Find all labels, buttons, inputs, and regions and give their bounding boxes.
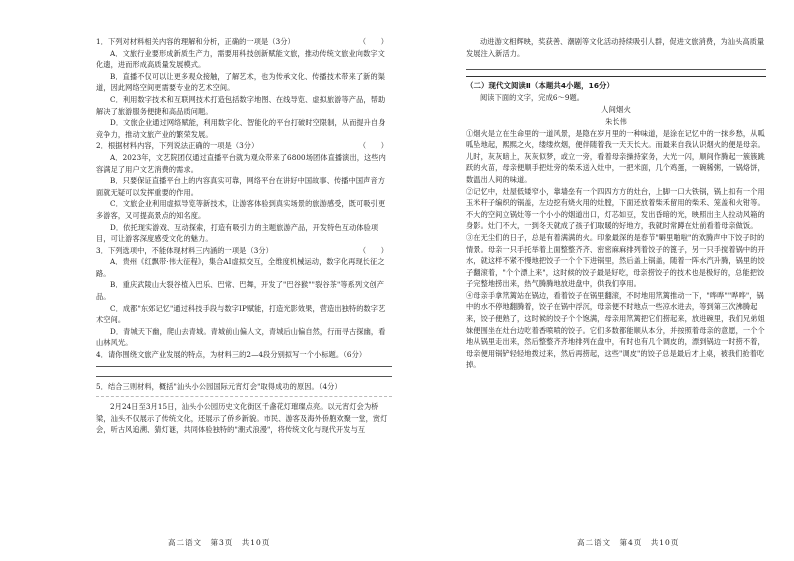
- question-stem: 2．根据材料内容，下列说法正确的一项是（3分）: [96, 141, 259, 151]
- question-4: [96, 349, 392, 367]
- option-b: B．只要保证直播平台上的内容真实可靠，网络平台在讲好中国故事、传播中国声音方面就无疑可以发挥重要的作用。: [96, 176, 386, 197]
- section-instruction: 阅读下面的文字，完成6～9题。: [480, 92, 585, 102]
- answer-paren: （ ）: [358, 141, 388, 151]
- option-b: B．直播不仅可以让更多观众接触，了解艺术，也为传承文化、传播技术带来了新的渠道，因此网络空间更需要专业的艺术空间。: [96, 71, 386, 93]
- option-a: A．2023年，文艺院团仅通过直播平台就为观众带来了6800场团体直播演出，这些内容满足了用户文艺消费的需求。: [96, 152, 386, 174]
- material-text: 2月24日至3月15日，汕头小公园历史文化街区千盏花灯璀璨点亮。以元宵灯会为桥梁，汕头不仅展示了传统文化，还展示了侨乡新貌。市民、游客及海外侨胞欢聚一堂，赏灯会，听古风追溯、猜灯谜，共同体验独特的"潮式浪漫"，将传统文化与现代开发与互: [96, 402, 388, 435]
- option-a: A．文旅行业要形成新质生产力，需要用科技创新赋能文旅，推动传统文旅业向数字文化遗，进而形成高质量发展模式。: [96, 48, 385, 70]
- option-d: D．文旅企业通过网络赋能，利用数字化、智能化的平台打破时空限制，从而提升自身竞争力，推动文旅产业的繁荣发展。: [96, 118, 386, 139]
- option-d: D．依托现实游戏、互动探索，打造有吸引力的主题旅游产品，开发特色互动体验项目，可让游客深度感受文化的魅力。: [96, 222, 379, 244]
- answer-paren: （ ）: [358, 245, 388, 255]
- question-stem: 1．下列对材料相关内容的理解和分析，正确的一项是（3分）: [96, 37, 295, 46]
- section-header: [466, 76, 766, 127]
- article-body: [466, 128, 766, 371]
- question-stem: 3．下列选项中，不能体现材料三内涵的一项是（3分）: [96, 245, 273, 255]
- option-c: C．成都"东郊记忆"通过科技手段与数字IP赋能，打造光影效果，营造出独特的数字艺术空间。: [96, 303, 386, 325]
- question-3: [96, 245, 392, 349]
- question-2: [96, 140, 392, 244]
- page-footer: 高二语文 第3页 共10页: [168, 538, 271, 547]
- article-author: 朱长伟: [605, 116, 627, 126]
- answer-paren: （ ）: [358, 37, 388, 46]
- paragraph: ③在无尘们的日子，总是有着满满的火。印象最深的是春节"噼里啪啦"的欢腾声中下饺子时的情景。母亲一只手托举着上面整整齐齐、密密麻麻排列着饺子的篦子，另一只手搅着锅中的开水，就这样不紧不慢地把饺子一个个下进锅里，然后盖上锅盖，随着一阵水汽升腾，锅里的饺子翻滚着，"个个漂上来"，这时候的饺子最是好吃，母亲捞饺子的技术也是极好的，总能把饺子完整地捞出来，热气腾腾地放进盘中，供我们享用。: [466, 232, 765, 289]
- option-c: C．利用数字技术和互联网技术打造包括数字地图、在线导览、虚拟旅游等产品，帮助解决了旅游服务便捷和高品质问题。: [96, 94, 386, 116]
- section-title: （二）现代文阅读Ⅱ（本题共4小题，16分）: [466, 81, 615, 91]
- divider: [96, 396, 392, 397]
- question-1: [96, 36, 392, 140]
- answer-line[interactable]: [96, 376, 392, 377]
- question-stem: 4．请你围绕文旅产业发展的特点，为材料三的2—4段分别拟写一个小标题。（6分）: [96, 350, 367, 360]
- question-stem: 5．结合三则材料，概括"汕头小公园国际元宵灯会"取得成功的原因。（4分）: [96, 381, 342, 391]
- option-c: C．文旅企业利用虚拟导览等新技术，让游客体验到真实场景的旅游感受，既可吸引更多游客，又可提高景点的知名度。: [96, 199, 386, 220]
- paragraph: ①烟火是立在生命里的一道风景，是隐在岁月里的一种味道，是涂在记忆中的一抹乡愁，从呱呱坠地起，熙熙之火，缕缕炊烟，便伴随着我一天天长大。而最来自我认识烟火的便是母亲。儿时，灰灰暗上，灰灰似梦，或立一旁，看着母亲操持家务，大光一闪，顺间作腾起一簇簇跳跃的火苗，母亲便顺手把灶旁的柴禾送入灶中，一把米面，几个鸡蛋，一碗稀粥，一锅烙饼，数温出人间的味道。: [466, 128, 765, 184]
- continued-text: 动进游文相辉映，奖获善、潮剧等文化活动持续吸引人群，促进文旅消费，为汕头高质量发展注入新活力。: [466, 37, 765, 58]
- article-title: 人间烟火: [601, 105, 631, 115]
- option-d: D．青城天下幽，爬山去青城。青城前山偏人文，青城后山偏自然，行而寻古探幽，看山林风光。: [96, 326, 386, 348]
- right-column: [466, 36, 766, 371]
- answer-line[interactable]: [96, 366, 392, 367]
- right-page: [397, 0, 794, 561]
- option-b: B．重庆武陵山大裂谷植入巴乐、巴常、巴舞，开发了"巴谷猴""裂谷茶"等系列文创产品。: [96, 280, 385, 302]
- page-footer: 高二语文 第4页 共10页: [577, 538, 680, 547]
- question-5: [96, 376, 392, 436]
- paragraph: ②记忆中，灶屋低矮窄小，靠墙垒有一个四四方方的灶台，上脚一口大铁锅，锅上扣有一个用玉米秆子编织的锅盖，左边挖有烧火用的灶膛，下面还放着柴禾留用的柴禾、笼盖和火钳等。不大的空间立锅灶等一个小小的烟道出口，灯芯如豆，发出昏暗的光，映照出主人拉动风箱的身影。灶门不大，一到冬天就成了孩子们取暖的好地方，我就时常蹲在灶前看着母亲做饭。: [466, 186, 765, 231]
- answer-line[interactable]: [466, 69, 766, 70]
- left-column: [96, 36, 392, 436]
- paragraph: ④母亲手拿笊篱站在锅边，看着饺子在锅里翻滚，不时地用笊篱推动一下，"哗哗""哗哗"，锅中的水不停地翻腾着，饺子在锅中浮沉，母亲便不时地点一些凉水进去，等到第三次沸腾起来，饺子便熟了，这时候的饺子个个饱满，母亲用笊篱把它们捞起来，放进碗里，我们兄弟姐妹便围坐在灶台边吃着香喷喷的饺子。它们多数都能顺从本分，并按照着母亲的意愿，一个个地从锅里走出来，然后整整齐齐地排列在盘中，有时也有几个调皮的，漂到锅边一时捞不着，母亲便用锅铲轻轻地拨过来，然后再捞起，这些"调皮"的饺子总是最后才上桌，被我们抢着吃掉。: [466, 290, 765, 370]
- option-a: A．贵州《红飘带·伟大征程》，集合AI虚拟交互，全维度机械运动，数字化再现长征之路。: [96, 257, 385, 278]
